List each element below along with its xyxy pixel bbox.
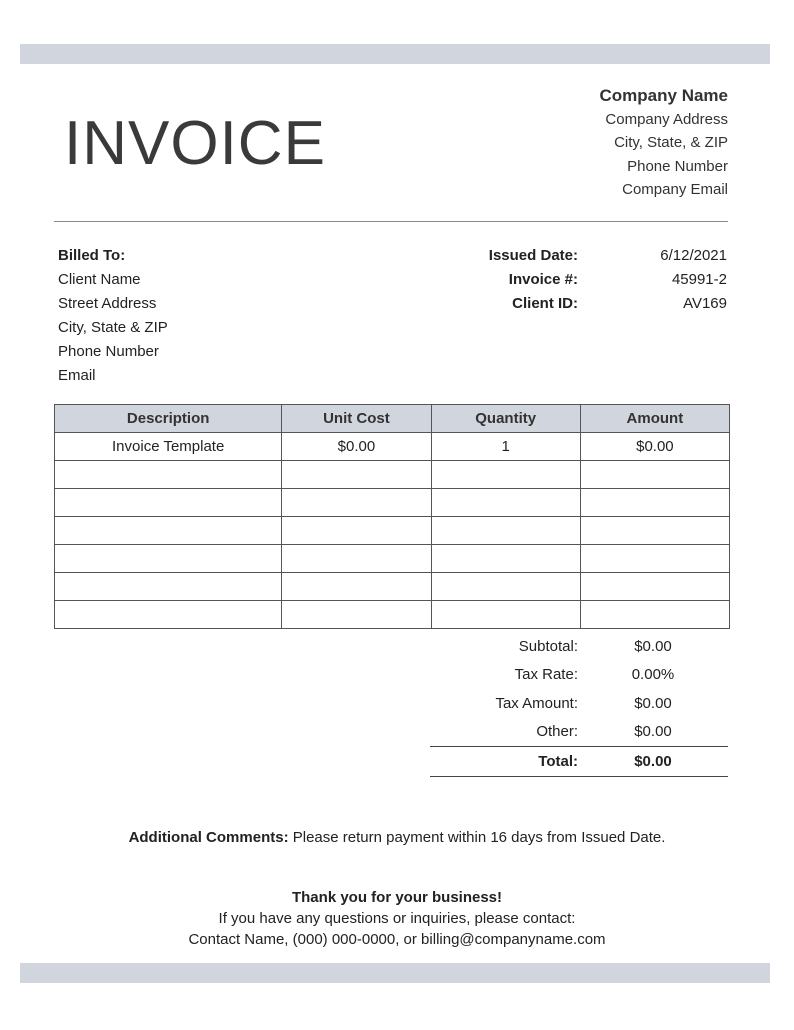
invoice-number-value: 45991-2 xyxy=(671,271,727,288)
invoice-title: INVOICE xyxy=(64,109,326,178)
other-row xyxy=(430,718,728,747)
tax-amount-value: $0.00 xyxy=(634,694,672,712)
cell-description xyxy=(55,489,282,517)
cell-amount xyxy=(580,489,729,517)
tax-rate-row xyxy=(430,661,728,690)
top-band xyxy=(20,44,770,64)
header-unit-cost: Unit Cost xyxy=(282,405,431,433)
client-id-row xyxy=(470,292,728,316)
billed-to-label: Billed To: xyxy=(58,247,126,264)
invoice-number-row xyxy=(470,268,728,292)
table-row xyxy=(55,545,730,573)
issued-date-value: 6/12/2021 xyxy=(660,247,727,264)
tax-amount-row xyxy=(430,689,728,718)
invoice-number-label: Invoice #: xyxy=(508,271,578,288)
cell-description xyxy=(55,517,282,545)
line-items-table xyxy=(54,404,730,629)
cell-unit-cost xyxy=(282,489,431,517)
table-row xyxy=(55,461,730,489)
cell-amount xyxy=(580,517,729,545)
total-row xyxy=(430,746,728,777)
header-description: Description xyxy=(55,405,282,433)
company-phone: Phone Number xyxy=(627,157,728,175)
table-row xyxy=(55,433,730,461)
invoice-meta xyxy=(470,244,728,316)
table-row xyxy=(55,573,730,601)
cell-description xyxy=(55,601,282,629)
tax-rate-value: 0.00% xyxy=(631,666,675,684)
table-row xyxy=(55,517,730,545)
header-quantity: Quantity xyxy=(431,405,580,433)
cell-amount xyxy=(580,461,729,489)
cell-quantity xyxy=(431,461,580,489)
cell-amount xyxy=(580,601,729,629)
comments-label: Additional Comments: xyxy=(128,829,289,846)
cell-unit-cost xyxy=(282,545,431,573)
cell-quantity xyxy=(431,573,580,601)
header-amount: Amount xyxy=(580,405,729,433)
footer-message xyxy=(0,887,794,950)
totals-block xyxy=(430,632,728,777)
table-row xyxy=(55,601,730,629)
cell-amount xyxy=(580,573,729,601)
cell-quantity xyxy=(431,601,580,629)
contact-details: Contact Name, (000) 000-0000, or billing@companyname.com xyxy=(188,931,606,948)
cell-quantity: 1 xyxy=(431,433,580,461)
subtotal-value: $0.00 xyxy=(634,637,672,655)
client-street: Street Address xyxy=(58,295,157,312)
cell-description xyxy=(55,545,282,573)
cell-unit-cost xyxy=(282,517,431,545)
header-divider xyxy=(54,221,728,222)
comments-text: Please return payment within 16 days from Issued Date. xyxy=(292,829,666,846)
cell-amount xyxy=(580,545,729,573)
cell-unit-cost xyxy=(282,461,431,489)
total-label: Total: xyxy=(538,752,578,770)
client-email: Email xyxy=(58,367,96,384)
table-row xyxy=(55,489,730,517)
company-email: Company Email xyxy=(622,181,728,198)
table-header-row xyxy=(55,405,730,433)
company-name: Company Name xyxy=(599,86,728,105)
client-name: Client Name xyxy=(58,271,141,288)
subtotal-label: Subtotal: xyxy=(518,637,578,655)
tax-rate-label: Tax Rate: xyxy=(514,666,578,684)
issued-date-label: Issued Date: xyxy=(488,247,578,264)
billed-to-block xyxy=(58,244,168,388)
cell-unit-cost xyxy=(282,601,431,629)
cell-description xyxy=(55,461,282,489)
subtotal-row xyxy=(430,632,728,661)
cell-description: Invoice Template xyxy=(55,433,282,461)
tax-amount-label: Tax Amount: xyxy=(495,694,578,712)
cell-amount: $0.00 xyxy=(580,433,729,461)
cell-quantity xyxy=(431,545,580,573)
client-id-value: AV169 xyxy=(683,295,727,312)
client-city-state-zip: City, State & ZIP xyxy=(58,319,168,336)
other-label: Other: xyxy=(536,723,578,741)
issued-date-row xyxy=(470,244,728,268)
other-value: $0.00 xyxy=(634,723,672,741)
cell-unit-cost xyxy=(282,573,431,601)
cell-unit-cost: $0.00 xyxy=(282,433,431,461)
client-id-label: Client ID: xyxy=(512,295,578,312)
company-block xyxy=(600,84,728,202)
cell-quantity xyxy=(431,489,580,517)
company-city-state-zip: City, State, & ZIP xyxy=(614,134,728,151)
total-value: $0.00 xyxy=(634,752,672,770)
bottom-band xyxy=(20,963,770,983)
contact-prompt: If you have any questions or inquiries, please contact: xyxy=(218,910,576,927)
cell-quantity xyxy=(431,517,580,545)
additional-comments xyxy=(0,829,794,846)
thank-you-line: Thank you for your business! xyxy=(291,889,503,906)
company-address: Company Address xyxy=(605,110,728,128)
cell-description xyxy=(55,573,282,601)
client-phone: Phone Number xyxy=(58,343,159,360)
